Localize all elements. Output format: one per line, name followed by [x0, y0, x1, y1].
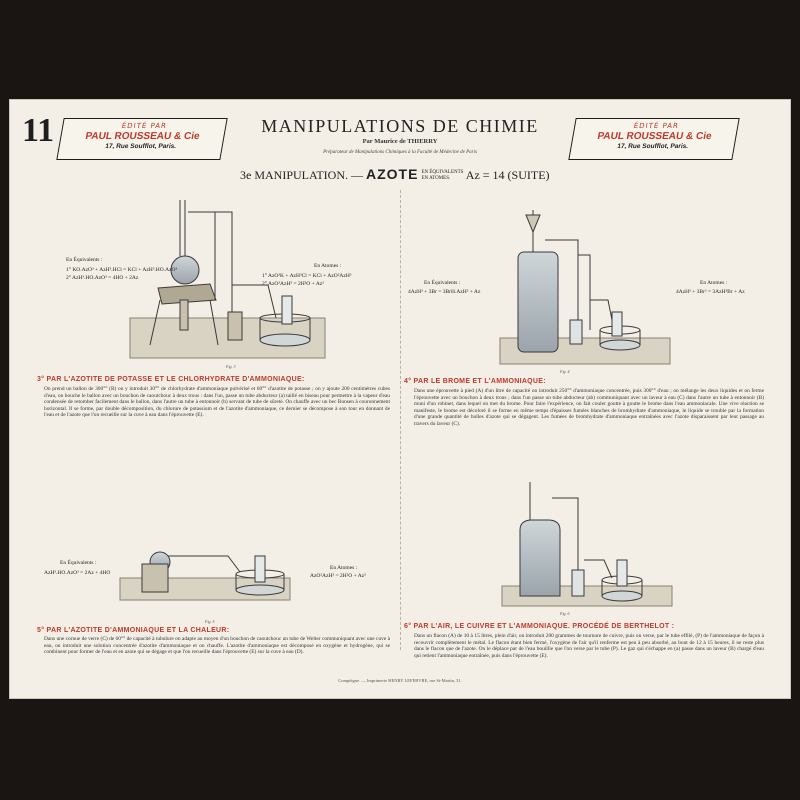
section-4-heading: 4° PAR LE BROME ET L'AMMONIAQUE:	[404, 378, 546, 385]
manipulation-number: 3e MANIPULATION.	[240, 168, 348, 182]
printer-imprint: Compiègne. — Imprimerie HENRY LEFEBVRE, rue St-Martin, 31.	[338, 678, 462, 683]
figure-3-caption: Fig. 3	[226, 364, 236, 369]
section-6-text: Dans un flacon (A) de 10 à 15 litres, plein d'air, on introduit 200 grammes de tournure de cuivre, puis on verse, par le tube effilé, (P) de l'ammoniaque de façon à recouvrir complètement le métal. Le flacon étant bien fermé, l'oxygène de l'air qu'il renferme est peu à peu absorbé, au bout de 12 à 15 heures, il ne reste plus dans le flacon que de l'azote. On le déplace par de l'eau bouillie que l'on verse par le tube (P). Le gaz qui s'échappe en (a) passe dans un laveur (B) chargé d'eau qui retient l'ammoniaque entraînée, puis dans l'éprouvette (E).	[414, 633, 764, 659]
equivalents-tag: EN ÉQUIVALENTS	[421, 170, 464, 176]
atoms-label-4: En Atomes :	[700, 280, 728, 286]
gas-jar-icon	[617, 560, 627, 586]
equivalents-label-3: En Équivalents :	[66, 257, 103, 263]
dropping-funnel	[526, 215, 540, 232]
element-formula: Az = 14 (SUITE)	[465, 168, 550, 182]
publisher-name: PAUL ROUSSEAU & Cie	[84, 131, 201, 142]
equivalents-label-5: En Équivalents :	[60, 560, 97, 566]
gas-jar-icon	[255, 556, 265, 582]
page-title: MANIPULATIONS DE CHIMIE	[261, 116, 539, 136]
equivalents-label-4: En Équivalents :	[424, 280, 461, 286]
preparer-note: Préparateur de Manipulations Chimiques à la Faculté de Médecine de Paris	[323, 150, 477, 155]
edited-by-text: ÉDITÉ PAR	[120, 122, 168, 130]
section-3-heading: 3° PAR L'AZOTITE DE POTASSE ET LE CHLORHYDRATE D'AMMONIAQUE:	[37, 376, 305, 383]
section-3-text: On prend un ballon de 300°° (B) on y introduit 30°° de chlorhydrate d'ammoniaque pulvérisé et 60°° d'azotite de potasse ; on y ajoute 200 centimètres cubes d'eau, on bouche le ballon avec un bouchon de caoutchouc à deux trous : dans l'un, passe un tube abducteur (a) taillé en biseau pour permettre à la vapeur d'eau condensée de retomber facilement dans le ballon, dans l'autre un tube à entonnoir (b) servant de tube de sûreté. On chauffe avec un bec Bunsen à couronnement horizontal. Il se forme, par double décomposition, du chlorure de potassium et de l'azotite d'ammoniaque, ce dernier se décompose à son tour en donnant de l'eau et de l'azote que l'on recueille sur la cuve à eau dans l'éprouvette (E).	[44, 386, 390, 419]
equation-4-at: 4AzH³ + 3Br² = 3AzH³Br + Az	[676, 289, 745, 295]
equation-5-eq: AzH³.HO.AzO³ = 2Az + 4HO	[44, 570, 111, 576]
figure-4-apparatus	[500, 210, 670, 364]
figure-6-apparatus	[502, 482, 672, 606]
equation-5-at: AzO²AzH³ = 2H²O + Az²	[310, 573, 366, 579]
section-4-text: Dans une éprouvette à pied (A) d'un litre de capacité on introduit 250°° d'ammoniaque concentrée, puis 300°° d'eau ; on mélange les deux liquides et on ferme l'éprouvette avec un bouchon à deux trous ; dans l'un passe un tube abducteur (ab) communiquant avec un laveur à eau (C) dans l'autre un tube à entonnoir (B) muni d'un robinet, dans lequel on met du brome. Pour faire l'expérience, on fait couler goutte à goutte le brome dans l'eau ammoniacale. Une vive réaction se manifeste, le brome est décoloré il se forme en même temps d'épaisses fumées blanches de bromhydrate d'ammoniaque, le liquide se trouble par la formation d'une grande quantité de bulles d'azote qui se dégagent. Les fumées de bromhydrate d'ammoniaque entraînées avec l'azote disparaissent par leur passage au travers du laveur (C).	[414, 388, 764, 427]
figure-6-caption: Fig. 6	[560, 611, 570, 616]
atoms-label-5: En Atomes :	[330, 565, 358, 571]
figure-5-caption: Fig. 5	[205, 619, 215, 624]
wash-bottle-icon	[572, 570, 584, 596]
plate-number: 11	[22, 112, 55, 149]
publisher-name: PAUL ROUSSEAU & Cie	[596, 131, 713, 142]
section-5-heading: 5° PAR L'AZOTITE D'AMMONIAQUE ET LA CHALEUR:	[37, 627, 230, 634]
gas-jar-icon	[518, 252, 558, 352]
section-6-heading: 6° PAR L'AIR, LE CUIVRE ET L'AMMONIAQUE. PROCÉDÉ DE BERTHELOT :	[404, 623, 675, 630]
furnace	[142, 564, 168, 592]
author: Par Maurice de THIERRY	[362, 138, 438, 145]
publisher-address: 17, Rue Soufflot, Paris.	[104, 143, 177, 150]
equation-3-eq-2: 2° AzH³.HO.AzO³ = 4HO + 2Az	[66, 275, 139, 281]
atoms-tag: EN ATOMES.	[421, 176, 451, 182]
equation-3-at	[262, 272, 351, 288]
figure-4-caption: Fig. 4	[560, 369, 570, 374]
equation-3-at-1: 1° AzO²K + AzH³Cl = KCl + AzO²AzH³	[262, 273, 352, 279]
equation-4-eq: 4AzH³ + 3Br = 3BrH.AzH³ + Az	[408, 289, 481, 295]
wash-bottle-icon	[570, 320, 582, 344]
section-5-text: Dans une cornue de verre (C) de 60°° de capacité à tubulure on adapte au moyen d'un bouchon de caoutchouc un tube de Welter communiquant avec une cuve à eau, on introduit une solution concentrée d'azotite d'ammoniaque et on chauffe. L'azotite d'ammoniaque est décomposé en oxygène et hydrogène, qui se combinent pour former de l'eau et en azote qui se dégage et que l'on recueille dans l'éprouvette (E) sur la cuve à eau (D).	[44, 636, 390, 656]
manipulation-heading: 3e MANIPULATION. — AZOTE EN ÉQUIVALENTS EN ATOMES. Az = 14 (SUITE)	[240, 166, 550, 182]
figure-5-apparatus	[120, 552, 290, 600]
equation-3-eq	[66, 266, 177, 282]
equation-3-at-2: 2° AzO²AzH³ = 2H²O + Az²	[262, 281, 324, 287]
atoms-label-3: En Atomes :	[314, 263, 342, 269]
flask-icon	[520, 520, 560, 596]
equation-3-eq-1: 1° KO.AzO³ + AzH³.HCl = KCl + AzH³.HO.AzO³	[66, 267, 178, 273]
edited-by-text: ÉDITÉ PAR	[632, 122, 680, 130]
publisher-address: 17, Rue Soufflot, Paris.	[616, 143, 689, 150]
gas-jar-icon	[282, 296, 292, 324]
element-name: AZOTE	[366, 166, 419, 182]
